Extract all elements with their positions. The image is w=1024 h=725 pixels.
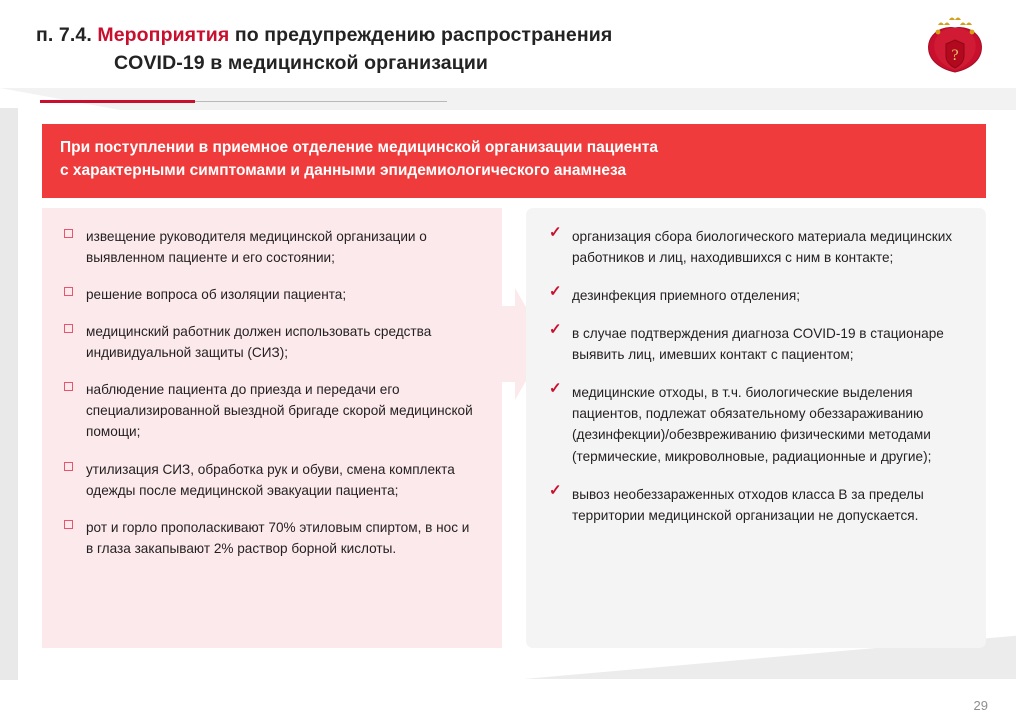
list-item [64,226,476,268]
check-bullet-icon: ✓ [549,283,562,301]
list-item [550,226,964,268]
banner-line-1: При поступлении в приемное отделение медицинской организации пациента [60,139,658,156]
background-right-edge [1016,0,1024,725]
list-item [64,517,476,559]
background-bottom-white [0,679,1024,725]
list-item [64,379,476,442]
square-bullet-icon [64,229,73,238]
svg-text:?: ? [951,47,959,64]
list-item-text: дезинфекция приемного отделения; [572,288,801,304]
check-bullet-icon: ✓ [549,224,562,241]
title-line-2: COVID-19 в медицинской организации [114,51,489,74]
banner-line-2: с характерными симптомами и данными эпидемиологического анамнеза [60,161,627,179]
list-item-text: извещение руководителя медицинской организации о выявленном пациенте и его состоянии; [86,229,427,266]
list-item [550,382,964,466]
list-item-text: утилизация СИЗ, обработка рук и обуви, смена комплекта одежды после медицинской эвакуации пациента; [86,461,455,498]
list-item [549,481,964,526]
title-underline-grey [195,101,447,102]
list-item [550,285,964,306]
page-number: 29 [973,698,988,713]
list-item-text: организация сбора биологического материала медицинских работников и лиц, находившихся с ним в контакте; [572,229,953,266]
list-item-text: в случае подтверждения диагноза COVID-19 в стационаре выявить лиц, имевших контакт с пациентом; [572,326,944,363]
list-item-text: решение вопроса об изоляции пациента; [86,287,347,303]
square-bullet-icon [64,520,73,529]
list-item-text: медицинские отходы, в т.ч. биологические выделения пациентов, подлежат обязательному обеззараживанию (дезинфекции)/обезвреживанию физическими методами (термические, микроволновые, радиационные и другие); [572,385,932,464]
left-panel [42,208,502,648]
square-bullet-icon [64,324,73,333]
list-item-text: наблюдение пациента до приезда и передачи его специализированной выездной бригаде скорой медицинской помощи; [86,382,473,440]
check-bullet-icon: ✓ [549,321,562,339]
slide-header [36,22,826,77]
list-item-text: вывоз необеззараженных отходов класса В за пределы территории медицинской организации не допускается. [572,486,924,523]
list-item [64,459,476,501]
check-bullet-icon: ✓ [549,481,562,499]
square-bullet-icon [64,382,73,391]
check-bullet-icon: ✓ [549,380,562,398]
title-rest: по предупреждению распространения [229,24,613,46]
list-item [64,284,476,305]
right-panel [526,208,986,648]
title-section-number: п. 7.4. [36,24,92,46]
right-list [550,226,964,526]
left-list [64,226,476,559]
list-item [550,323,964,365]
page-title [36,22,826,77]
banner [42,124,986,198]
background-left-bar [0,108,18,680]
list-item-text: медицинский работник должен использовать средства индивидуальной защиты (СИЗ); [86,324,432,361]
russian-coat-of-arms-icon [922,14,988,80]
title-underline-red [40,100,195,103]
title-underline [40,100,450,104]
list-item [64,321,476,363]
background-diagonal-top [0,88,1024,110]
square-bullet-icon [64,462,73,471]
list-item-text: рот и горло прополаскивают 70% этиловым спиртом, в нос и в глаза закапывают 2% раствор борной кислоты. [86,519,470,556]
square-bullet-icon [64,287,73,296]
title-highlight: Мероприятия [97,24,230,46]
